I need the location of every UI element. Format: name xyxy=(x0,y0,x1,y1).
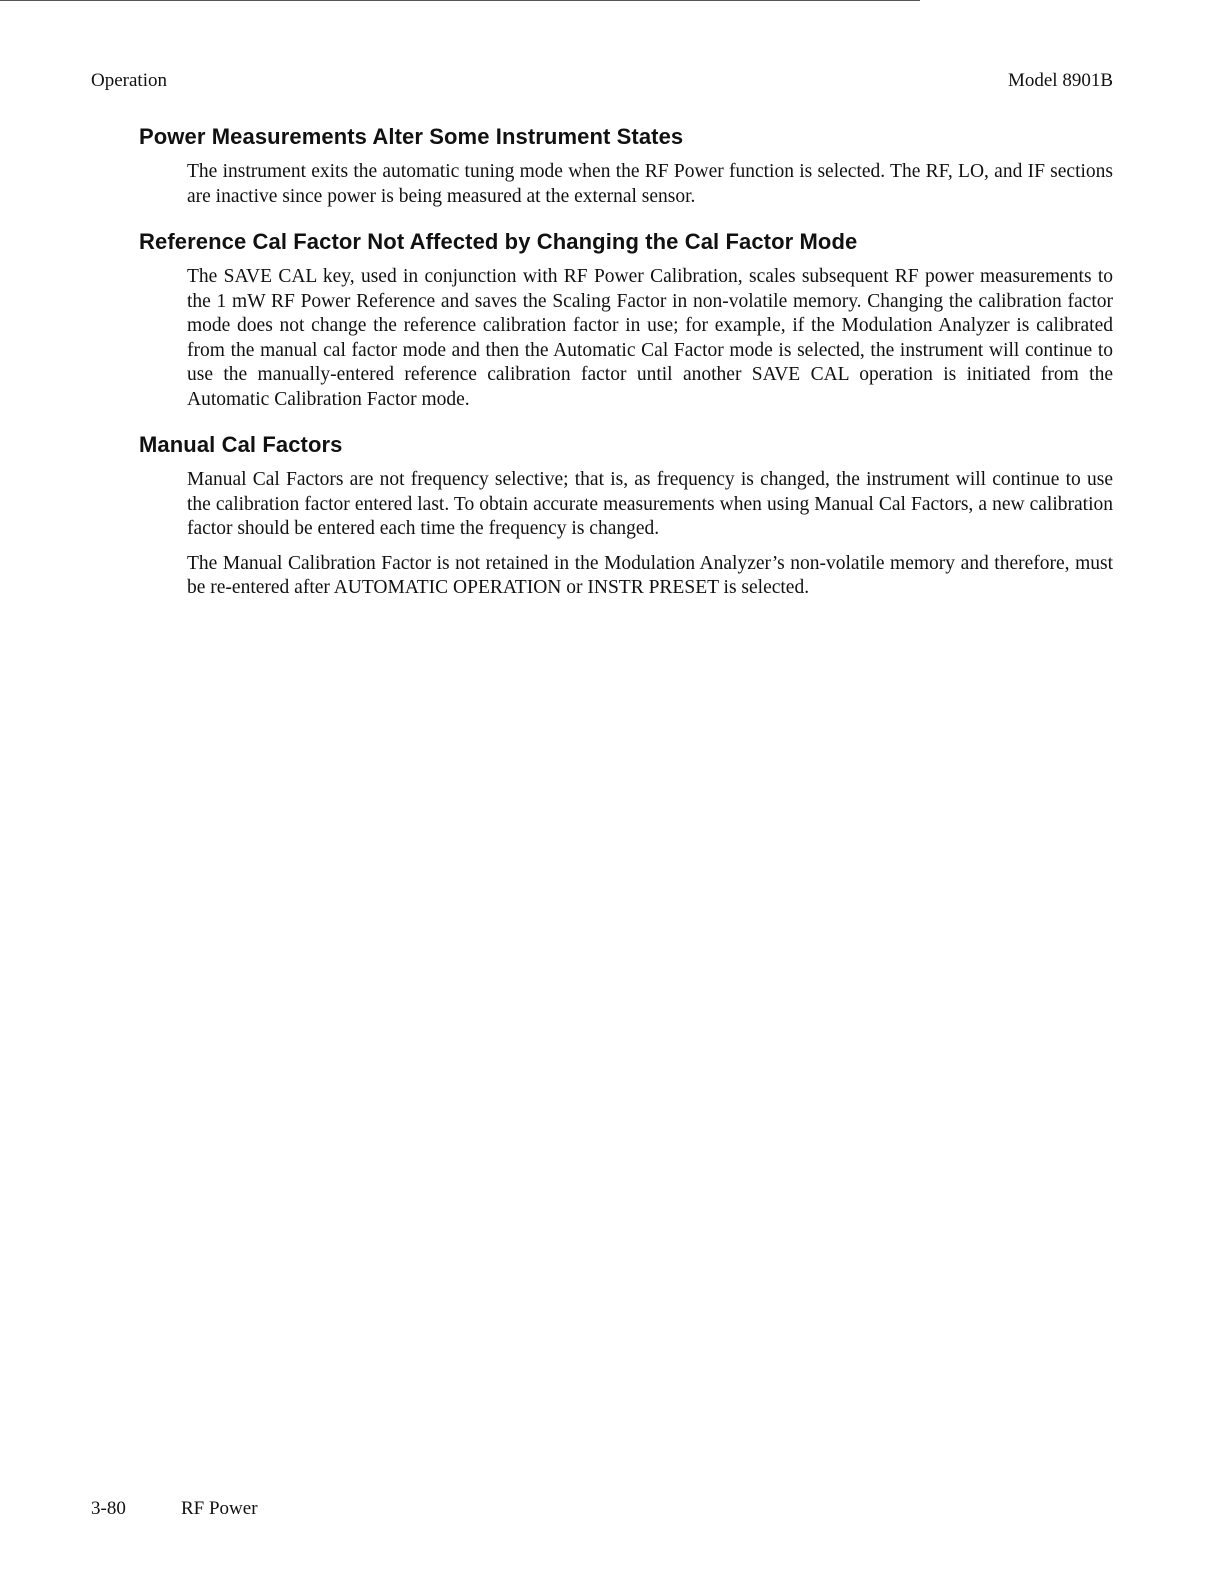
top-rule xyxy=(0,0,920,1)
section-power-measurements xyxy=(139,124,1113,209)
section-heading: Reference Cal Factor Not Affected by Changing the Cal Factor Mode xyxy=(139,229,858,254)
footer-section-name: RF Power xyxy=(181,1498,258,1519)
section-paragraph: Manual Cal Factors are not frequency selective; that is, as frequency is changed, the instrument will continue to use the calibration factor entered last. To obtain accurate measurements when using Manual Cal Factors, a new calibration factor should be entered each time the frequency is changed. xyxy=(187,469,1113,539)
section-paragraph: The Manual Calibration Factor is not retained in the Modulation Analyzer’s non-volatile memory and therefore, must be re-entered after AUTOMATIC OPERATION or INSTR PRESET is selected. xyxy=(187,552,1113,598)
header-model: Model 8901B xyxy=(1007,70,1113,91)
header-chapter: Operation xyxy=(91,70,167,91)
page-number: 3-80 xyxy=(91,1498,126,1519)
section-heading: Power Measurements Alter Some Instrument States xyxy=(139,124,684,149)
section-paragraph: The instrument exits the automatic tuning mode when the RF Power function is selected. The RF, LO, and IF sections are inactive since power is being measured at the external sensor. xyxy=(187,161,1113,207)
page-content xyxy=(139,124,1113,621)
section-manual-cal-factors xyxy=(139,432,1113,601)
page-footer xyxy=(91,1498,258,1520)
running-header xyxy=(91,70,1113,92)
section-reference-cal-factor xyxy=(139,229,1113,412)
section-heading: Manual Cal Factors xyxy=(139,432,343,457)
section-paragraph: The SAVE CAL key, used in conjunction with RF Power Calibration, scales subsequent RF power measurements to the 1 mW RF Power Reference and saves the Scaling Factor in non-volatile memory. Changing the calibration factor mode does not change the reference calibration factor in use; for example, if the Modulation Analyzer is calibrated from the manual cal factor mode and then the Automatic Cal Factor mode is selected, the instrument will continue to use the manually-entered reference calibration factor until another SAVE CAL operation is initiated from the Automatic Calibration Factor mode. xyxy=(187,266,1113,410)
